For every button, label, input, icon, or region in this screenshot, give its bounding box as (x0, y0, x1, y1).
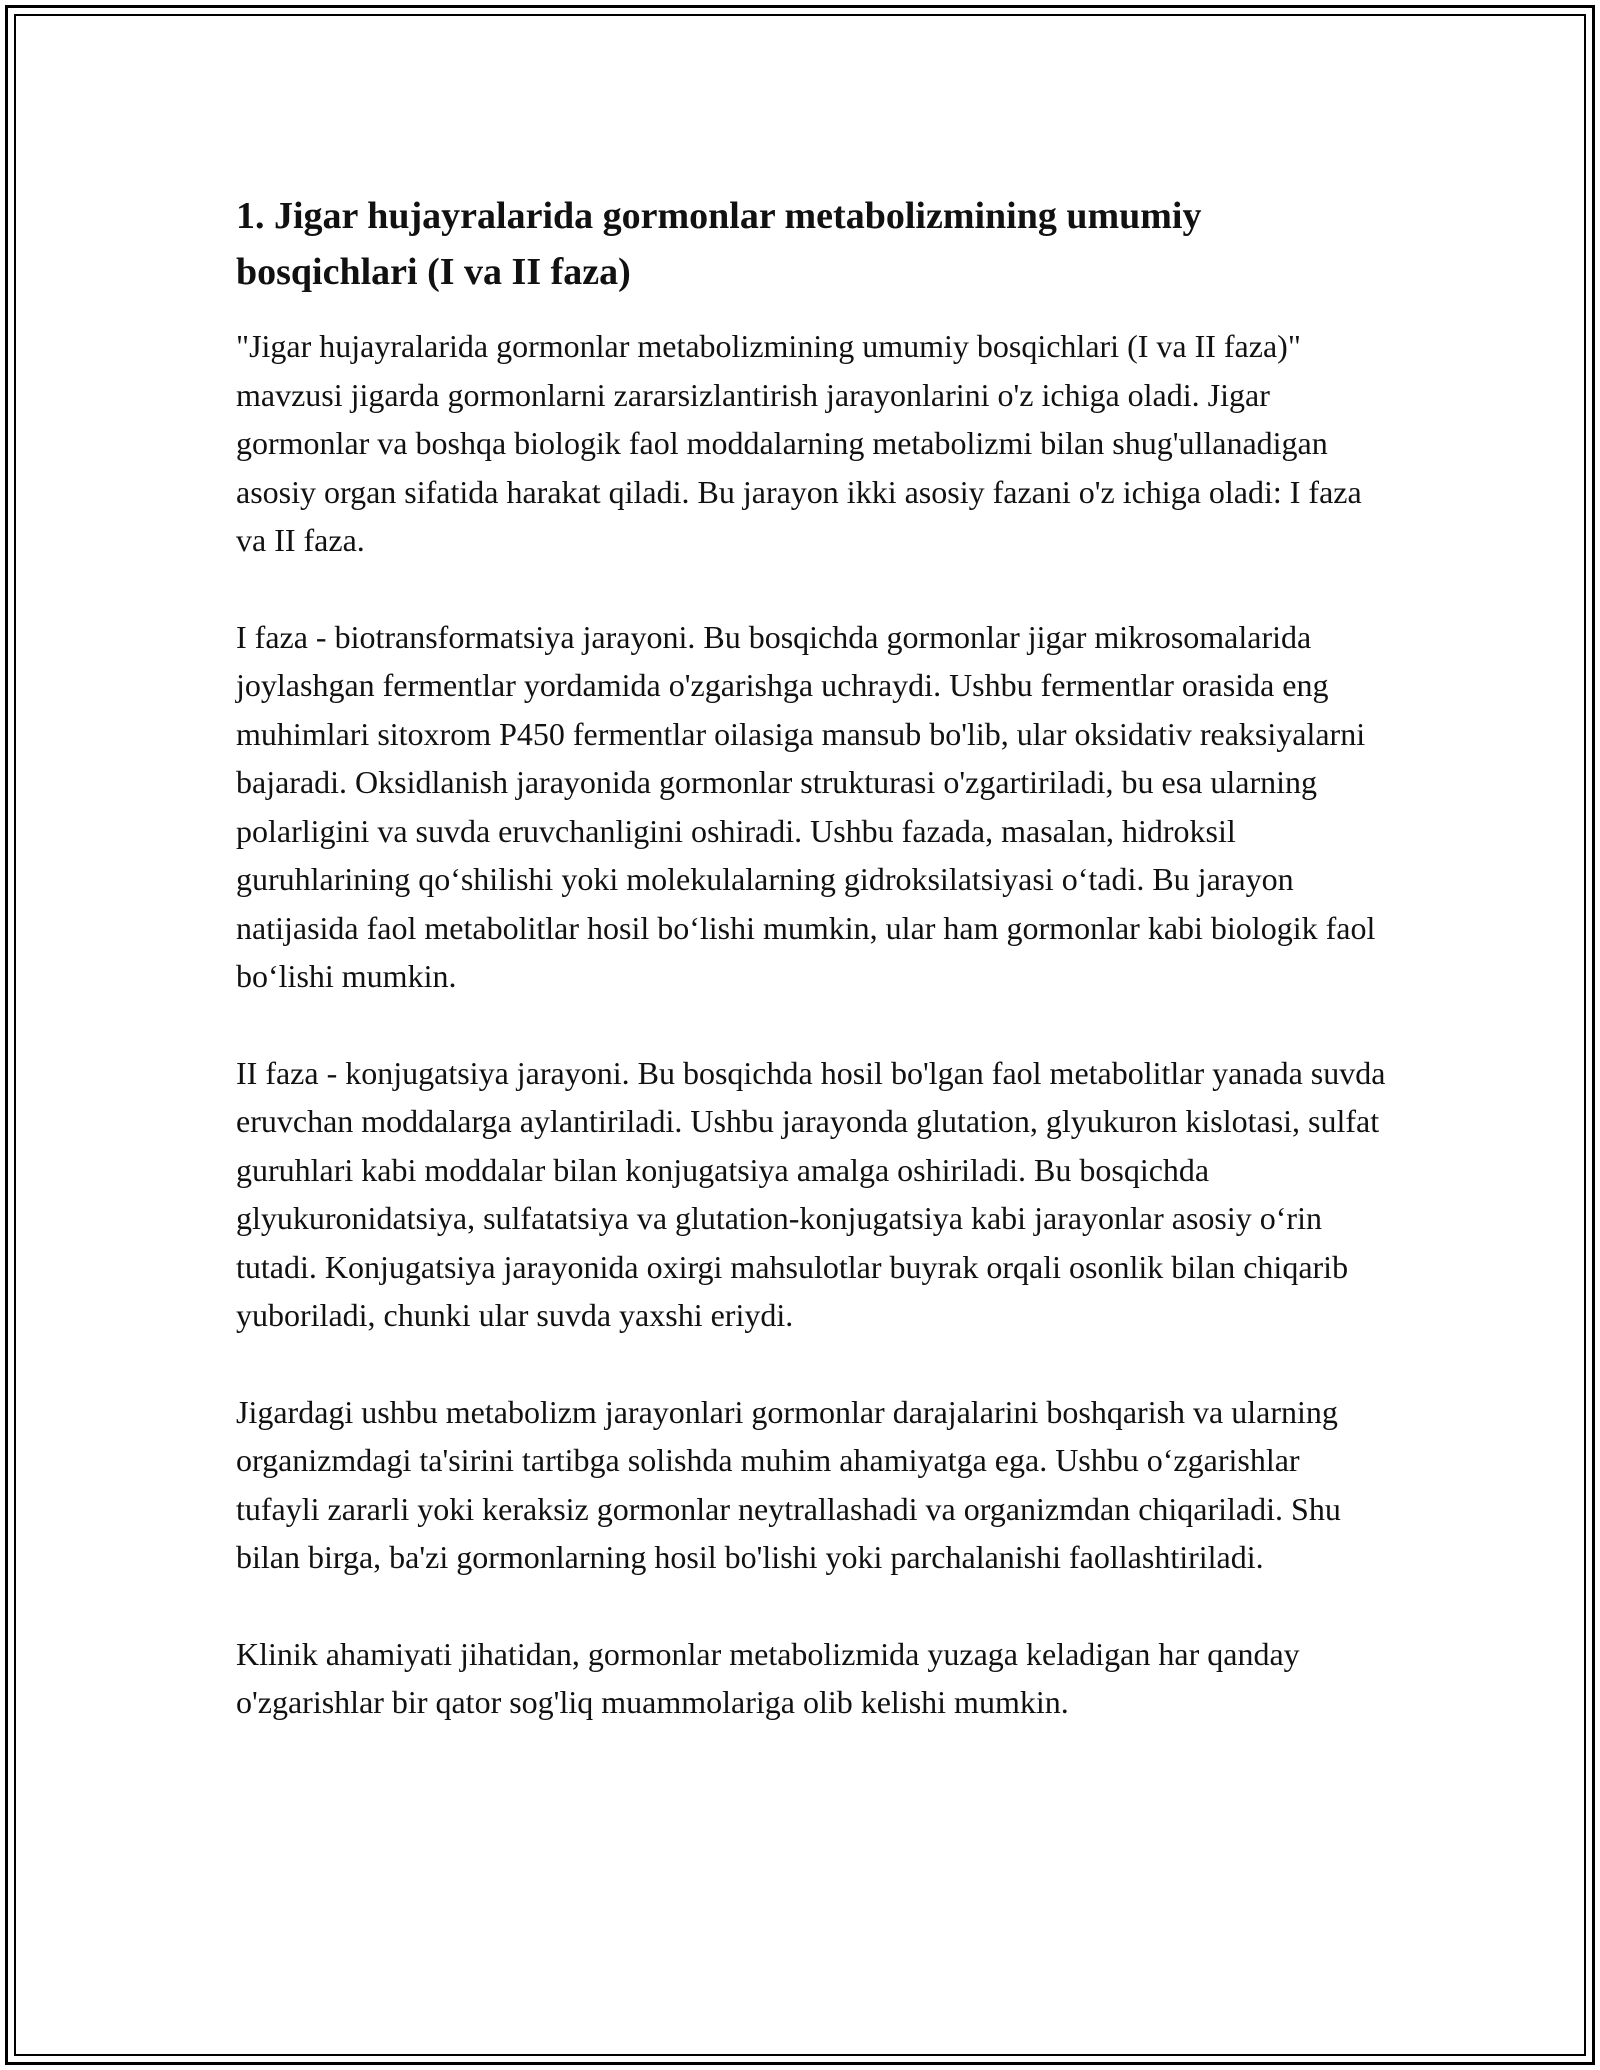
document-body (236, 188, 1386, 1775)
paragraph-phase-two: II faza - konjugatsiya jarayoni. Bu bosqichda hosil bo'lgan faol metabolitlar yanada suvda eruvchan moddalarga aylantiriladi. Ushbu jarayonda glutation, glyukuron kislotasi, sulfat guruhlari kabi moddalar bilan konjugatsiya amalga oshiriladi. Bu bosqichda glyukuronidatsiya, sulfatatsiya va glutation-konjugatsiya kabi jarayonlar asosiy o‘rin tutadi. Konjugatsiya jarayonida oxirgi mahsulotlar buyrak orqali osonlik bilan chiqarib yuboriladi, chunki ular suvda yaxshi eriydi. (236, 1054, 1386, 1333)
section-title: 1. Jigar hujayralarida gormonlar metabolizmining umumiy bosqichlari (I va II faza) (236, 195, 1202, 293)
paragraph-intro: "Jigar hujayralarida gormonlar metabolizmining umumiy bosqichlari (I va II faza)" mavzusi jigarda gormonlarni zararsizlantirish jarayonlarini o'z ichiga oladi. Jigar gormonlar va boshqa biologik faol moddalarning metabolizmi bilan shug'ullanadigan asosiy organ sifatida harakat qiladi. Bu jarayon ikki asosiy fazani o'z ichiga oladi: I faza va II faza. (236, 328, 1362, 558)
paragraph-phase-one: I faza - biotransformatsiya jarayoni. Bu bosqichda gormonlar jigar mikrosomalarida joylashgan fermentlar yordamida o'zgarishga uchraydi. Ushbu fermentlar orasida eng muhimlari sitoxrom P450 fermentlar oilasiga mansub bo'lib, ular oksidativ reaksiyalarni bajaradi. Oksidlanish jarayonida gormonlar strukturasi o'zgartiriladi, bu esa ularning polarligini va suvda eruvchanligini oshiradi. Ushbu fazada, masalan, hidroksil guruhlarining qo‘shilishi yoki molekulalarning gidroksilatsiyasi o‘tadi. Bu jarayon natijasida faol metabolitlar hosil bo‘lishi mumkin, ular ham gormonlar kabi biologik faol bo‘lishi mumkin. (236, 618, 1376, 994)
paragraph-significance: Jigardagi ushbu metabolizm jarayonlari gormonlar darajalarini boshqarish va ularning organizmdagi ta'sirini tartibga solishda muhim ahamiyatga ega. Ushbu o‘zgarishlar tufayli zararli yoki keraksiz gormonlar neytrallashadi va organizmdan chiqariladi. Shu bilan birga, ba'zi gormonlarning hosil bo'lishi yoki parchalanishi faollashtiriladi. (236, 1393, 1341, 1575)
paragraph-clinical: Klinik ahamiyati jihatidan, gormonlar metabolizmida yuzaga keladigan har qanday o'zgarishlar bir qator sog'liq muammolariga olib kelishi mumkin. (236, 1635, 1300, 1720)
